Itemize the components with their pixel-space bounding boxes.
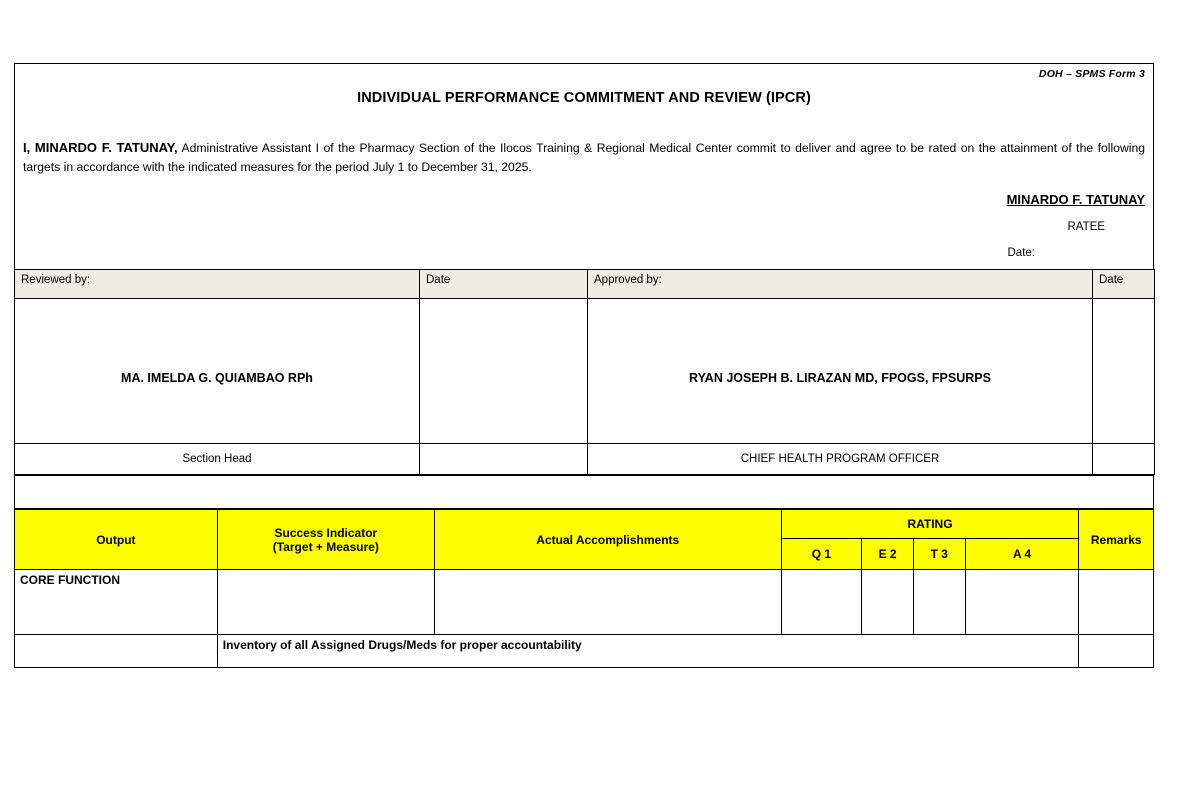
spacer-band <box>14 475 1154 509</box>
cell-t3[interactable] <box>913 570 965 635</box>
commitment-paragraph <box>15 110 1153 177</box>
date-label-2: Date <box>1093 270 1155 299</box>
document-header <box>14 63 1154 269</box>
cell-actual-accomplishments[interactable] <box>434 570 781 635</box>
cell-remarks[interactable] <box>1079 570 1154 635</box>
approval-table <box>14 269 1155 475</box>
cell-success-indicator[interactable] <box>217 570 434 635</box>
cell-a4[interactable] <box>965 570 1079 635</box>
approval-header-row <box>15 270 1155 299</box>
cell-remarks[interactable] <box>1079 635 1154 668</box>
col-header-output: Output <box>15 510 218 570</box>
ratee-label: RATEE <box>1067 221 1105 234</box>
reviewed-by-label: Reviewed by: <box>15 270 420 299</box>
col-header-remarks: Remarks <box>1079 510 1154 570</box>
col-header-e2: E 2 <box>862 539 914 570</box>
approved-by-label: Approved by: <box>588 270 1093 299</box>
date-label-1: Date <box>420 270 588 299</box>
rating-table <box>14 509 1154 668</box>
spacer-row <box>15 476 1154 509</box>
approver-date[interactable] <box>1093 299 1155 444</box>
cell-q1[interactable] <box>781 570 862 635</box>
spacer-cell <box>15 476 1154 509</box>
commitment-lead: I, MINARDO F. TATUNAY, <box>23 140 178 155</box>
ipcr-document <box>14 63 1154 668</box>
col-header-success-indicator <box>217 510 434 570</box>
cell-e2[interactable] <box>862 570 914 635</box>
col-header-a4: A 4 <box>965 539 1079 570</box>
approver-role: CHIEF HEALTH PROGRAM OFFICER <box>588 444 1093 475</box>
table-row <box>15 570 1154 635</box>
col-header-rating: RATING <box>781 510 1079 539</box>
approver-role-date-cell <box>1093 444 1155 475</box>
reviewer-role-date-cell <box>420 444 588 475</box>
success-indicator-line1: Success Indicator <box>274 525 378 540</box>
reviewer-name: MA. IMELDA G. QUIAMBAO RPh <box>15 299 420 444</box>
col-header-q1: Q 1 <box>781 539 862 570</box>
reviewer-date[interactable] <box>420 299 588 444</box>
ratee-signature-block <box>15 177 1153 209</box>
rating-header-row-1 <box>15 510 1154 539</box>
approval-role-row <box>15 444 1155 475</box>
approver-name: RYAN JOSEPH B. LIRAZAN MD, FPOGS, FPSURPS <box>588 299 1093 444</box>
table-row <box>15 635 1154 668</box>
col-header-t3: T 3 <box>913 539 965 570</box>
approval-signature-row <box>15 299 1155 444</box>
cell-output[interactable]: CORE FUNCTION <box>15 570 218 635</box>
cell-success-indicator[interactable]: Inventory of all Assigned Drugs/Meds for proper accountability <box>217 635 1079 668</box>
cell-output[interactable] <box>15 635 218 668</box>
commitment-body: Administrative Assistant I of the Pharmacy Section of the Ilocos Training & Regional Medical Center commit to deliver and agree to be rated on the attainment of the following targets in accordance with the indicated measures for the period July 1 to December 31, 2025. <box>23 141 1146 175</box>
ratee-date-label: Date: <box>1007 247 1035 260</box>
reviewer-role: Section Head <box>15 444 420 475</box>
ratee-name: MINARDO F. TATUNAY <box>1006 192 1145 208</box>
success-indicator-line2: (Target + Measure) <box>272 539 379 554</box>
page-title: INDIVIDUAL PERFORMANCE COMMITMENT AND REVIEW (IPCR) <box>357 90 811 106</box>
col-header-actual-accomplishments: Actual Accomplishments <box>434 510 781 570</box>
form-code: DOH – SPMS Form 3 <box>1038 68 1145 80</box>
